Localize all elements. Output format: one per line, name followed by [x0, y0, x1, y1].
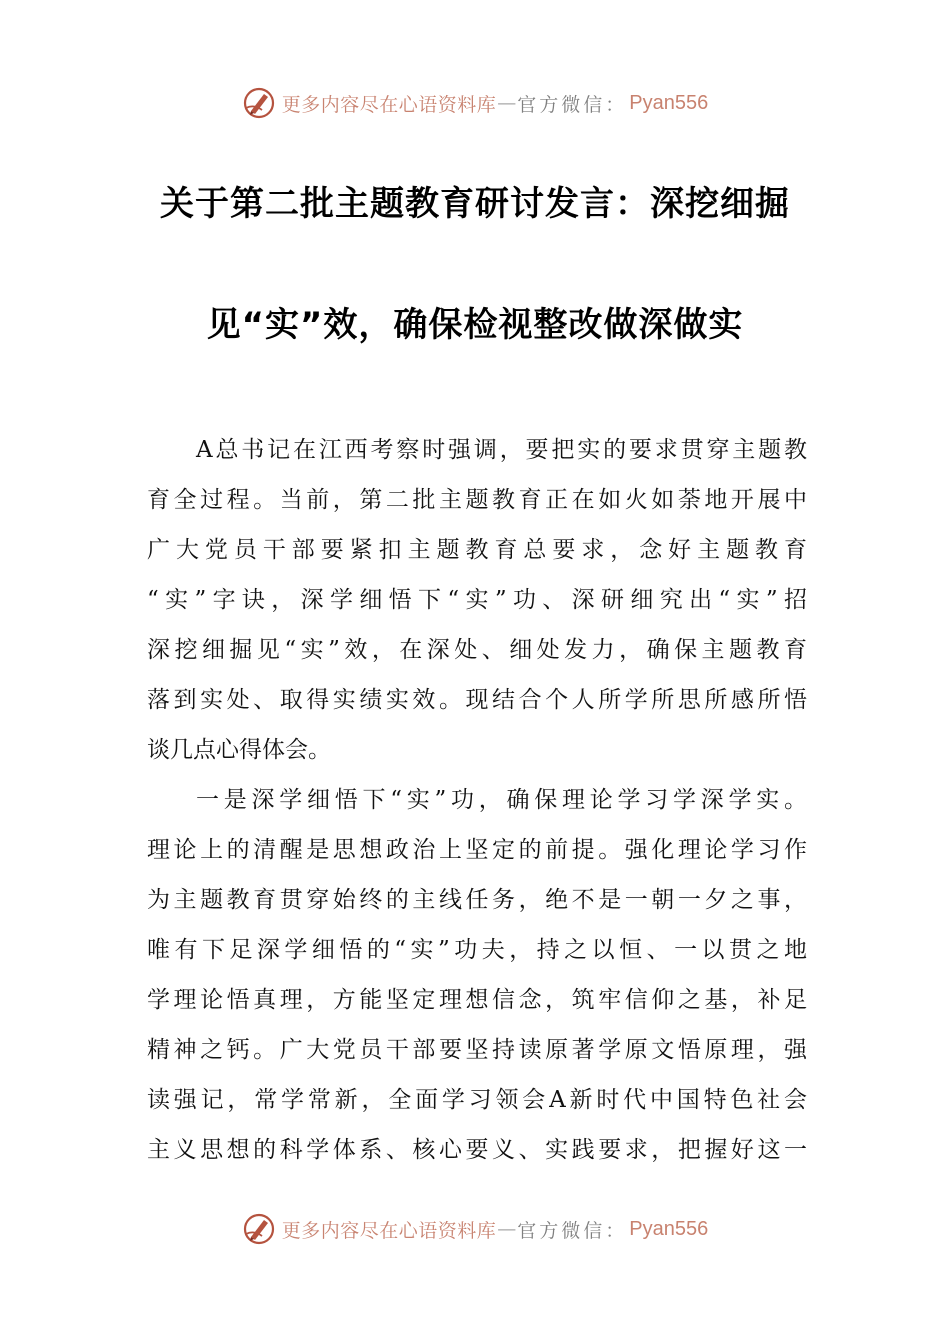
body-line: 深挖细掘见“实”效，在深处、细处发力，确保主题教育	[147, 637, 807, 663]
body-line: 学理论悟真理，方能坚定理想信念，筑牢信仰之基，补足	[147, 987, 807, 1013]
body-line: 谈几点心得体会。	[147, 737, 331, 763]
watermark-text: 更多内容尽在心语资料库	[281, 93, 497, 116]
body-line: 广大党员干部要紧扣主题教育总要求，念好主题教育	[147, 537, 807, 563]
watermark-banner-bottom	[0, 1209, 950, 1249]
document-title-line-2: 见“实”效，确保检视整改做深做实	[206, 305, 744, 345]
pen-circle-logo-icon	[242, 1212, 276, 1246]
watermark-wechat-id: Pyan556	[629, 1217, 709, 1240]
body-line: “实”字诀，深学细悟下“实”功、深研细究出“实”招	[147, 587, 807, 613]
body-line: 一是深学细悟下“实”功，确保理论学习学深学实。	[196, 787, 807, 813]
body-line: 落到实处、取得实绩实效。现结合个人所学所思所感所悟	[147, 687, 807, 713]
body-line: 主义思想的科学体系、核心要义、实践要求，把握好这一	[147, 1137, 807, 1163]
watermark-separator: —	[497, 1218, 517, 1240]
watermark-wechat-label: 官方微信：	[517, 93, 628, 116]
body-line: 读强记，常学常新，全面学习领会A新时代中国特色社会	[147, 1087, 807, 1113]
document-title-line-1: 关于第二批主题教育研讨发言：深挖细掘	[160, 184, 790, 224]
body-line: 理论上的清醒是思想政治上坚定的前提。强化理论学习作	[147, 837, 807, 863]
body-line: 精神之钙。广大党员干部要坚持读原著学原文悟原理，强	[147, 1037, 807, 1063]
body-line: A总书记在江西考察时强调，要把实的要求贯穿主题教	[196, 437, 807, 463]
watermark-wechat-id: Pyan556	[629, 91, 709, 114]
watermark-separator: —	[497, 92, 517, 114]
body-line: 育全过程。当前，第二批主题教育正在如火如荼地开展中	[147, 487, 807, 513]
watermark-banner-top	[0, 83, 950, 123]
body-line: 唯有下足深学细悟的“实”功夫，持之以恒、一以贯之地	[147, 937, 807, 963]
body-line: 为主题教育贯穿始终的主线任务，绝不是一朝一夕之事，	[147, 887, 807, 913]
pen-circle-logo-icon	[242, 86, 276, 120]
watermark-wechat-label: 官方微信：	[517, 1219, 628, 1242]
watermark-text: 更多内容尽在心语资料库	[281, 1219, 497, 1242]
